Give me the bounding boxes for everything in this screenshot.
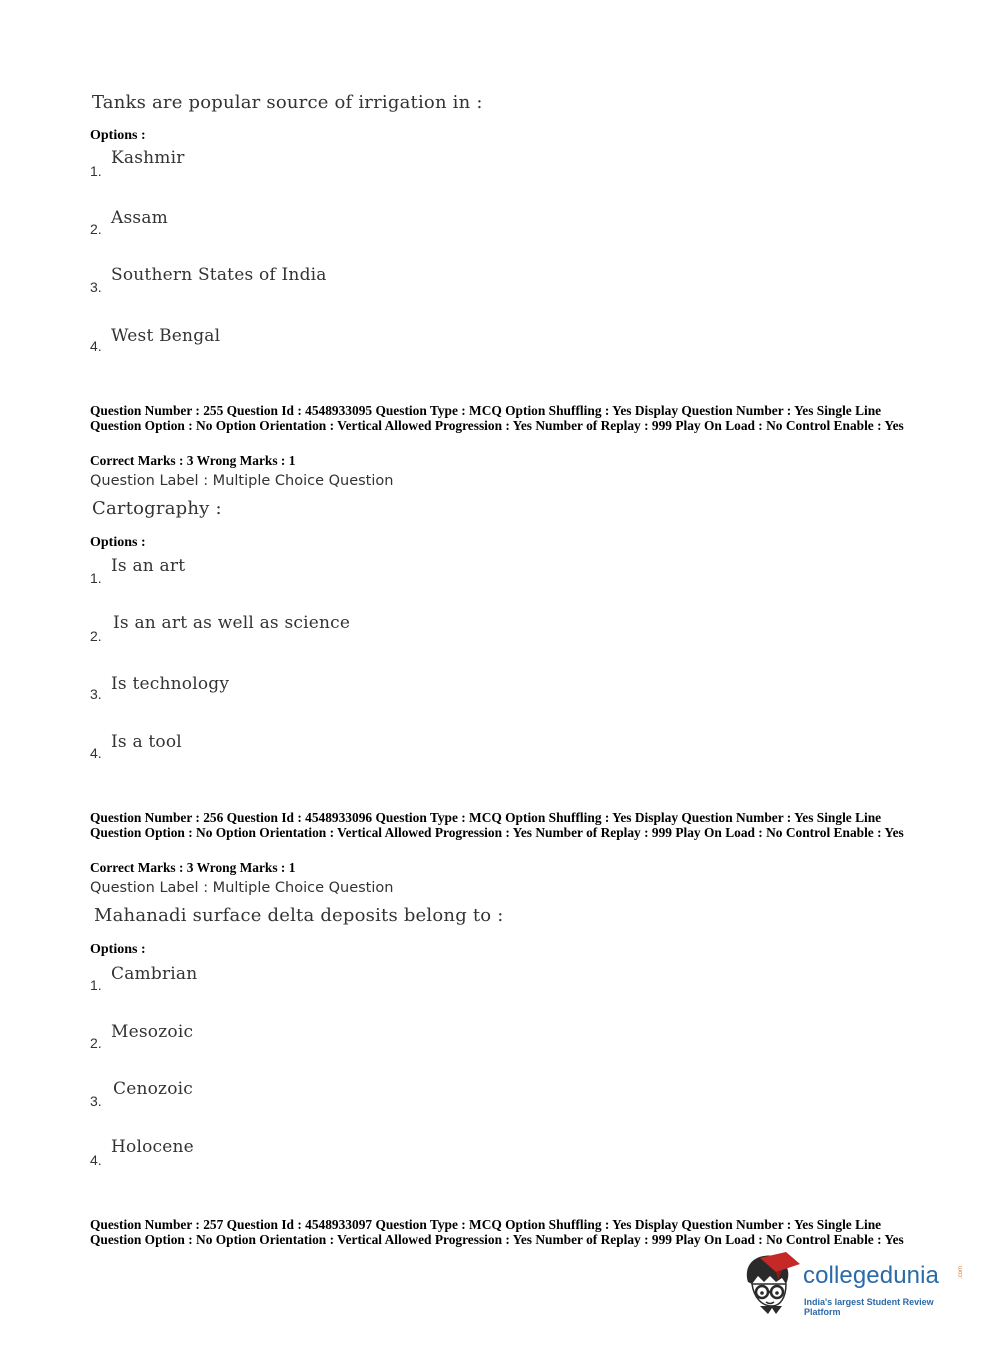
option-text: Is an art — [111, 556, 186, 576]
student-mascot-icon — [742, 1252, 800, 1314]
question-text: Cartography : — [92, 498, 222, 519]
option-text: Holocene — [111, 1137, 194, 1157]
question-label: Question Label : Multiple Choice Question — [90, 473, 394, 489]
collegedunia-logo — [742, 1252, 972, 1322]
question-meta: Question Number : 257 Question Id : 4548933097 Question Type : MCQ Option Shuffling : Yes Display Question Number : Yes Single Line Question Option : No Option Orientation : Vertical Allowed Progression : Yes Number of Replay : 999 Play On Load : No Control Enable : Yes — [90, 1217, 904, 1247]
question-meta: Question Number : 256 Question Id : 4548933096 Question Type : MCQ Option Shuffling : Yes Display Question Number : Yes Single Line Question Option : No Option Orientation : Vertical Allowed Progression : Yes Number of Replay : 999 Play On Load : No Control Enable : Yes — [90, 810, 904, 840]
question-text: Mahanadi surface delta deposits belong to : — [94, 905, 504, 926]
question-text: Tanks are popular source of irrigation in : — [92, 92, 483, 113]
option-number: 1. — [90, 570, 102, 586]
option-number: 3. — [90, 279, 102, 295]
logo-domain-suffix: .com — [958, 1266, 964, 1280]
option-number: 4. — [90, 338, 102, 354]
option-text: Is a tool — [111, 732, 182, 752]
option-number: 2. — [90, 1035, 102, 1051]
option-number: 3. — [90, 1093, 102, 1109]
option-text: Cambrian — [111, 964, 198, 984]
question-marks: Correct Marks : 3 Wrong Marks : 1 — [90, 860, 296, 875]
option-number: 2. — [90, 628, 102, 644]
option-number: 3. — [90, 686, 102, 702]
option-text: Assam — [111, 208, 168, 228]
option-number: 2. — [90, 221, 102, 237]
option-number: 1. — [90, 163, 102, 179]
options-label: Options : — [90, 128, 146, 143]
option-number: 4. — [90, 745, 102, 761]
option-text: Mesozoic — [111, 1022, 194, 1042]
option-text: Is technology — [111, 674, 230, 694]
logo-wordmark: collegedunia — [803, 1262, 939, 1289]
options-label: Options : — [90, 535, 146, 550]
option-text: Southern States of India — [111, 265, 327, 285]
question-marks: Correct Marks : 3 Wrong Marks : 1 — [90, 453, 296, 468]
logo-tagline: India's largest Student Review Platform — [804, 1297, 934, 1317]
options-label: Options : — [90, 942, 146, 957]
option-text: Is an art as well as science — [113, 613, 351, 633]
question-label: Question Label : Multiple Choice Question — [90, 880, 394, 896]
option-number: 4. — [90, 1152, 102, 1168]
option-text: West Bengal — [111, 326, 221, 346]
option-text: Kashmir — [111, 148, 185, 168]
option-number: 1. — [90, 977, 102, 993]
option-text: Cenozoic — [113, 1079, 194, 1099]
question-meta: Question Number : 255 Question Id : 4548933095 Question Type : MCQ Option Shuffling : Yes Display Question Number : Yes Single Line Question Option : No Option Orientation : Vertical Allowed Progression : Yes Number of Replay : 999 Play On Load : No Control Enable : Yes — [90, 403, 904, 433]
